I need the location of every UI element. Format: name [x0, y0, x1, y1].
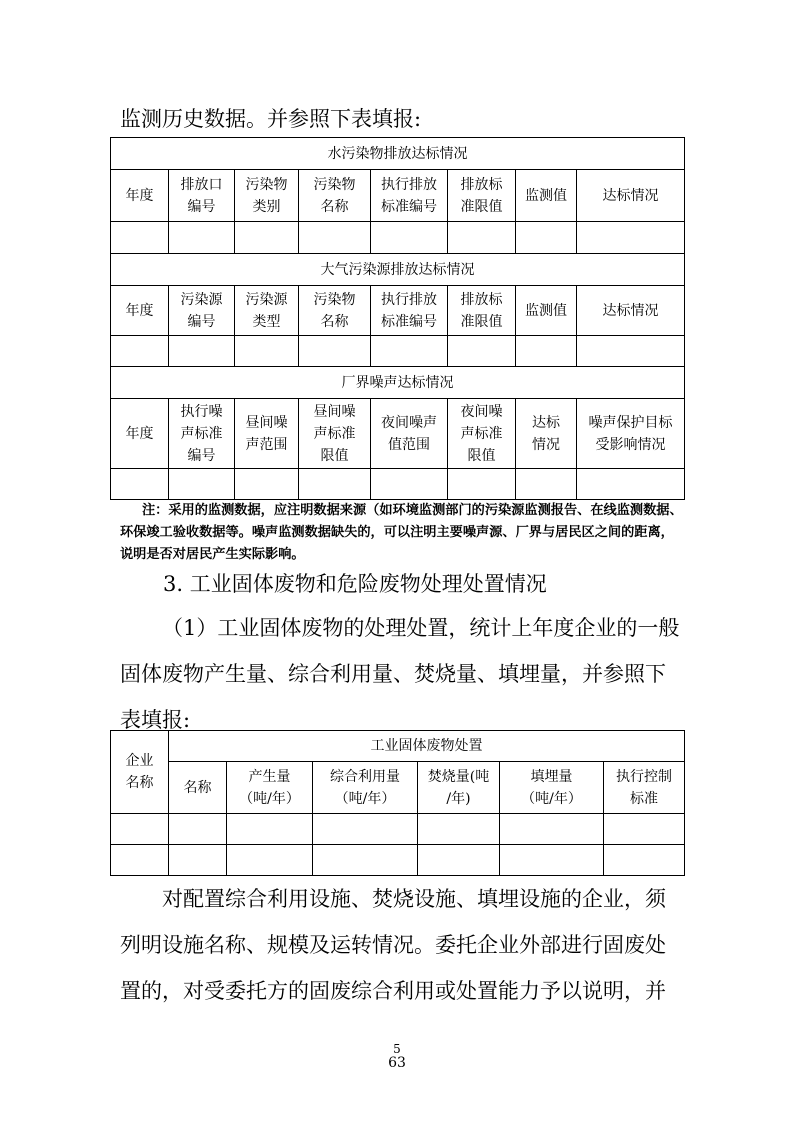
table-cell[interactable]	[299, 222, 371, 254]
table-cell[interactable]	[418, 814, 500, 845]
noise-header-day-range: 昼间噪 声范围	[235, 399, 299, 469]
water-header-year: 年度	[111, 170, 169, 222]
solid-header-landfilled: 填埋量 （吨/年）	[500, 762, 604, 814]
table-cell[interactable]	[111, 469, 169, 500]
noise-header-standard-id: 执行噪 声标准 编号	[169, 399, 235, 469]
company-name-header: 企业 名称	[111, 731, 169, 814]
water-header-pollutant-category: 污染物 类别	[235, 170, 299, 222]
water-empty-row	[111, 222, 685, 254]
air-header-pollutant-name: 污染物 名称	[299, 286, 371, 336]
table-cell[interactable]	[371, 469, 448, 500]
water-table-caption: 水污染物排放达标情况	[111, 138, 685, 170]
air-header-monitored: 监测值	[516, 286, 577, 336]
noise-header-day-limit: 昼间噪 声标准 限值	[299, 399, 371, 469]
solid-header-utilized: 综合利用量 （吨/年）	[313, 762, 418, 814]
air-table-caption: 大气污染源排放达标情况	[111, 254, 685, 286]
table-cell[interactable]	[235, 336, 299, 367]
table-cell[interactable]	[500, 814, 604, 845]
air-header-limit: 排放标 准限值	[448, 286, 516, 336]
water-header-pollutant-name: 污染物 名称	[299, 170, 371, 222]
page-number-outer: 63	[388, 1055, 406, 1071]
section-heading: 3. 工业固体废物和危险废物处理处置情况	[163, 572, 547, 596]
noise-header-year: 年度	[111, 399, 169, 469]
air-header-compliance: 达标情况	[577, 286, 685, 336]
water-header-standard-id: 执行排放 标准编号	[371, 170, 448, 222]
noise-header-night-range: 夜间噪声 值范围	[371, 399, 448, 469]
table-cell[interactable]	[577, 336, 685, 367]
water-header-monitored: 监测值	[516, 170, 577, 222]
table-cell[interactable]	[500, 845, 604, 876]
table-cell[interactable]	[299, 336, 371, 367]
table-cell[interactable]	[371, 336, 448, 367]
solid-waste-caption: 工业固体废物处置	[169, 731, 685, 762]
water-header-outlet-id: 排放口 编号	[169, 170, 235, 222]
table-cell[interactable]	[169, 469, 235, 500]
table-cell[interactable]	[448, 336, 516, 367]
table-note: 注：采用的监测数据，应注明数据来源（如环境监测部门的污染源监测报告、在线监测数据、环保竣工验收数据等。噪声监测数据缺失的，可以注明主要噪声源、厂界与居民区之间的距离，说明是否对居民产生实际影响。	[120, 503, 683, 562]
table-cell[interactable]	[604, 814, 685, 845]
solid-header-incinerated: 焚烧量(吨 /年)	[418, 762, 500, 814]
solid-empty-row	[111, 845, 685, 876]
solid-header-generated: 产生量 （吨/年）	[227, 762, 313, 814]
table-cell[interactable]	[227, 814, 313, 845]
table-cell[interactable]	[577, 222, 685, 254]
table-cell[interactable]	[169, 336, 235, 367]
intro-line: 监测历史数据。并参照下表填报:	[120, 107, 422, 131]
noise-table-caption: 厂界噪声达标情况	[111, 367, 685, 399]
solid-header-name: 名称	[169, 762, 227, 814]
table-cell[interactable]	[235, 469, 299, 500]
table-cell[interactable]	[577, 469, 685, 500]
solid-header-standard: 执行控制 标准	[604, 762, 685, 814]
noise-header-night-limit: 夜间噪 声标准 限值	[448, 399, 516, 469]
noise-header-receptor-impact: 噪声保护目标 受影响情况	[577, 399, 685, 469]
air-empty-row	[111, 336, 685, 367]
table-cell[interactable]	[516, 469, 577, 500]
table-cell[interactable]	[371, 222, 448, 254]
table-cell[interactable]	[313, 845, 418, 876]
solid-waste-paragraph: （1）工业固体废物的处理处置，统计上年度企业的一般固体废物产生量、综合利用量、焚烧量、填埋量，并参照下表填报:	[120, 616, 680, 732]
table-cell[interactable]	[169, 814, 227, 845]
table-cell[interactable]	[516, 222, 577, 254]
air-header-source-type: 污染源 类型	[235, 286, 299, 336]
table-cell[interactable]	[111, 336, 169, 367]
table-cell[interactable]	[299, 469, 371, 500]
page-number-inner: 5	[393, 1042, 401, 1056]
table-cell[interactable]	[448, 222, 516, 254]
table-cell[interactable]	[604, 845, 685, 876]
solid-waste-table	[110, 730, 685, 876]
air-header-standard-id: 执行排放 标准编号	[371, 286, 448, 336]
noise-header-compliance: 达标 情况	[516, 399, 577, 469]
emission-compliance-table	[110, 137, 685, 500]
table-cell[interactable]	[169, 845, 227, 876]
table-cell[interactable]	[169, 222, 235, 254]
water-header-compliance: 达标情况	[577, 170, 685, 222]
table-cell[interactable]	[516, 336, 577, 367]
closing-paragraph: 对配置综合利用设施、焚烧设施、填埋设施的企业，须列明设施名称、规模及运转情况。委托企业外部进行固废处置的，对受委托方的固废综合利用或处置能力予以说明，并	[120, 887, 666, 1003]
table-cell[interactable]	[235, 222, 299, 254]
table-cell[interactable]	[418, 845, 500, 876]
table-cell[interactable]	[111, 845, 169, 876]
table-cell[interactable]	[313, 814, 418, 845]
noise-empty-row	[111, 469, 685, 500]
solid-empty-row	[111, 814, 685, 845]
water-header-limit: 排放标 准限值	[448, 170, 516, 222]
air-header-source-id: 污染源 编号	[169, 286, 235, 336]
table-cell[interactable]	[448, 469, 516, 500]
table-cell[interactable]	[111, 222, 169, 254]
table-cell[interactable]	[111, 814, 169, 845]
table-cell[interactable]	[227, 845, 313, 876]
air-header-year: 年度	[111, 286, 169, 336]
